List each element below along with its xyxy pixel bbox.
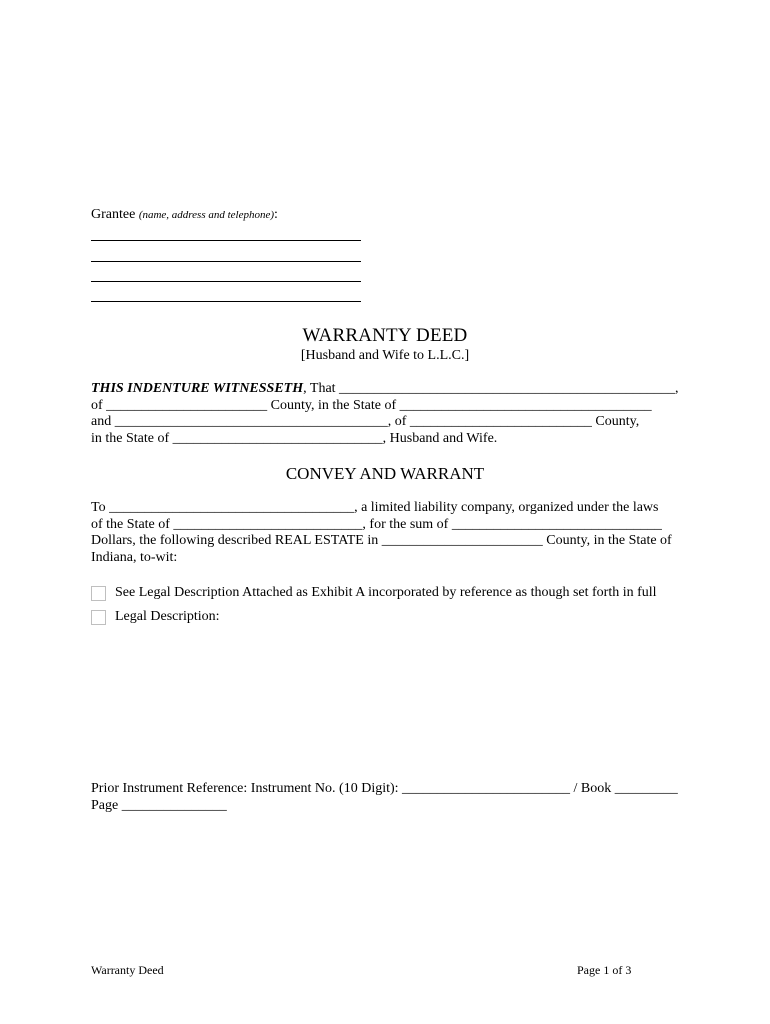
prior-line-2: Page _______________: [91, 797, 227, 813]
prior-line-1: Prior Instrument Reference: Instrument No. (10 Digit): ________________________ / Book _________: [91, 781, 678, 796]
prior-instrument-paragraph: [91, 781, 681, 814]
convey-line-1: To ___________________________________, a limited liability company, organized under the laws: [91, 500, 659, 515]
indenture-line-1: [91, 381, 681, 398]
indenture-lead: THIS INDENTURE WITNESSETH: [91, 381, 304, 396]
grantee-line-3[interactable]: [91, 281, 361, 282]
convey-line-4: Indiana, to-wit:: [91, 549, 178, 565]
option-exhibit-a[interactable]: [91, 585, 657, 601]
deed-title: WARRANTY DEED: [302, 325, 468, 346]
grantee-line-1[interactable]: [91, 240, 361, 241]
grantee-title: Grantee: [91, 207, 136, 222]
convey-paragraph: [91, 500, 681, 566]
grantee-label: [91, 207, 278, 223]
deed-subtitle: [Husband and Wife to L.L.C.]: [300, 348, 470, 363]
indenture-line-4: in the State of ______________________________, Husband and Wife.: [91, 430, 498, 446]
footer-doc-name: Warranty Deed: [91, 963, 164, 977]
convey-line-2: of the State of ___________________________, for the sum of ______________________________: [91, 516, 662, 532]
grantee-hint: (name, address and telephone): [138, 209, 275, 221]
convey-heading: CONVEY AND WARRANT: [285, 464, 485, 483]
legal-description-label: Legal Description:: [115, 609, 220, 624]
grantee-line-4[interactable]: [91, 301, 361, 302]
grantee-colon: :: [274, 207, 278, 222]
indenture-line-2: of _______________________ County, in the State of ____________________________________: [91, 397, 652, 413]
convey-line-3: Dollars, the following described REAL ESTATE in _______________________ County, in the State of: [91, 533, 672, 549]
indenture-line-3: and _______________________________________, of __________________________ County,: [91, 414, 640, 430]
option-legal-description[interactable]: [91, 609, 220, 625]
legal-description-checkbox[interactable]: [91, 610, 106, 625]
indenture-paragraph: [91, 381, 681, 447]
exhibit-a-checkbox[interactable]: [91, 586, 106, 601]
grantee-line-2[interactable]: [91, 261, 361, 262]
footer-page-number: Page 1 of 3: [577, 963, 632, 977]
indenture-line-1-rest: , That ________________________________________________,: [303, 381, 679, 396]
exhibit-a-label: See Legal Description Attached as Exhibit A incorporated by reference as though set forth in full: [115, 585, 657, 600]
